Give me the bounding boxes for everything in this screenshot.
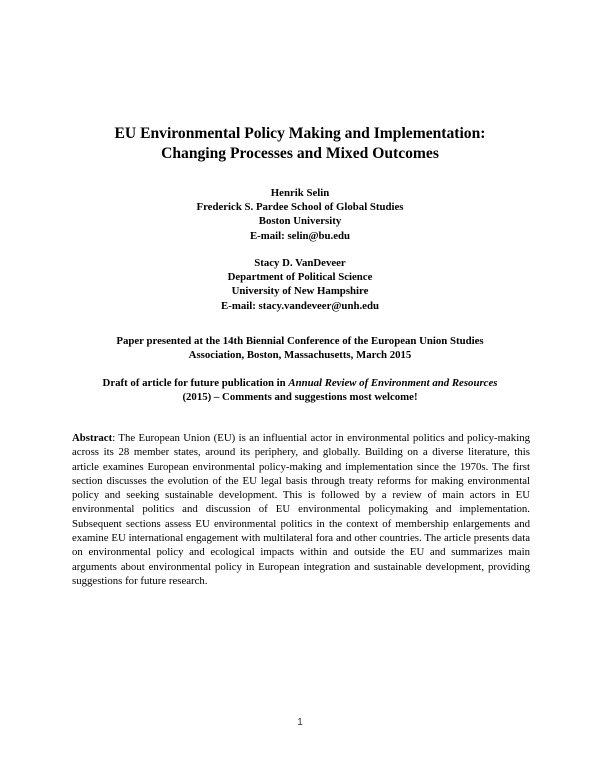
author-institution: University of New Hampshire (231, 285, 369, 298)
author-block-2 (0, 256, 600, 313)
conference-line-1: Paper presented at the 14th Biennial Conference of the European Union Studies (116, 335, 484, 347)
draft-journal-name: Annual Review of Environment and Resources (288, 377, 498, 389)
abstract-label: Abstract (72, 432, 113, 444)
draft-line-1 (0, 376, 600, 390)
paper-title-line-1: EU Environmental Policy Making and Implementation: (114, 125, 486, 142)
page-number: 1 (297, 717, 303, 728)
author-name: Stacy D. VanDeveer (254, 257, 346, 269)
author-department: Frederick S. Pardee School of Global Studies (196, 201, 404, 214)
draft-line-2: (2015) – Comments and suggestions most welcome! (182, 391, 418, 404)
conference-line-2: Association, Boston, Massachusetts, March 2015 (188, 349, 412, 362)
abstract-text: : The European Union (EU) is an influential actor in environmental politics and policy-making across its 28 member states, around its periphery, and globally. Building on a diverse literature, this article examines European environmental policy-making and implementation since the 1970s. The first section discusses the evolution of the EU legal basis through treaty reforms for making environmental policy and seeking sustainable development. This is followed by a review of main actors in EU environmental politics and discussion of EU environmental policymaking and implementation. Subsequent sections assess EU environmental politics in the context of membership enlargements and examine EU international engagement with multilateral fora and other countries. The article presents data on environmental policy and ecological impacts within and outside the EU and summarizes main arguments about environmental policy in European integration and sustainable development, providing suggestions for future research. (72, 432, 530, 587)
abstract (72, 431, 530, 588)
draft-note (0, 376, 600, 404)
author-department: Department of Political Science (227, 271, 373, 284)
paper-title-line-2: Changing Processes and Mixed Outcomes (161, 145, 439, 162)
author-name: Henrik Selin (270, 187, 330, 199)
conference-note (0, 334, 600, 362)
author-email[interactable]: E-mail: stacy.vandeveer@unh.edu (221, 299, 379, 312)
draft-prefix: Draft of article for future publication in (102, 377, 289, 389)
author-email[interactable]: E-mail: selin@bu.edu (249, 229, 351, 242)
author-institution: Boston University (258, 215, 342, 228)
author-block-1 (0, 186, 600, 243)
